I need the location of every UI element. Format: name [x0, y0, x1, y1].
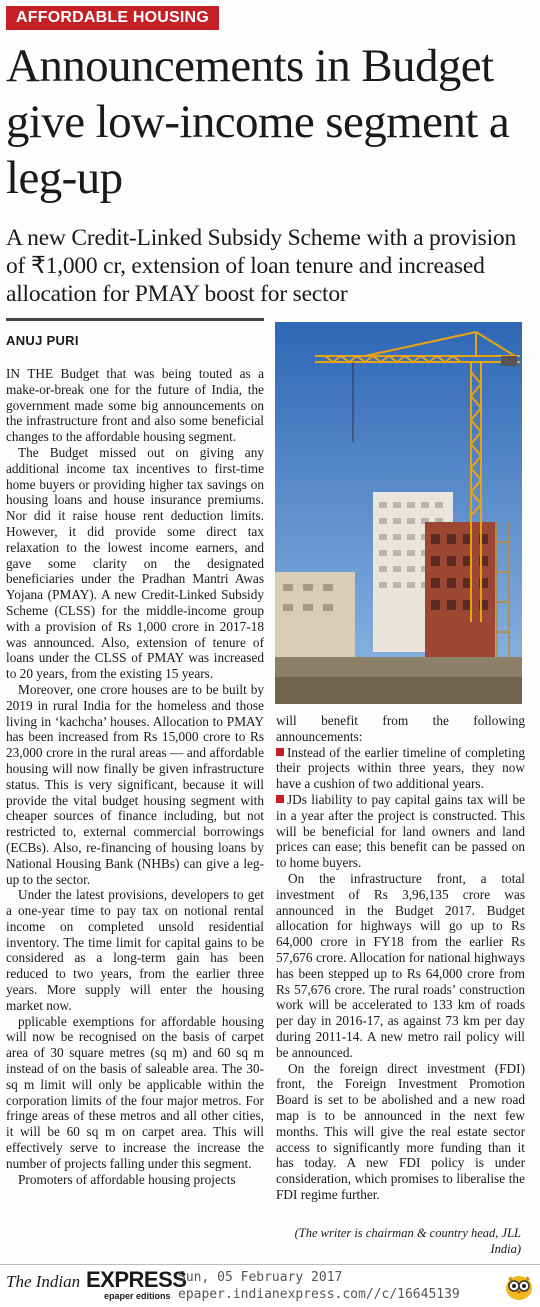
byline-rule: [6, 318, 264, 321]
article-column-1: [6, 366, 264, 1187]
owl-icon: [503, 1270, 535, 1307]
byline: ANUJ PURI: [6, 333, 79, 348]
paragraph: Moreover, one crore houses are to be built by 2019 in rural India for the homeless and those living in ‘kachcha’ houses. Allocation to PMAY has been increased from Rs 15,000 crore to Rs 23,000 crore in the rural areas — and affordable housing will now finally be given infrastructure status. This is very significant, because it will provide the vital budget housing segment with cheaper sources of finance including, but not restricted to, external commercial borrowings (ECBs). Also, re-financing of housing loans by National Housing Bank (NHBs) can give a leg-up to the sector.: [6, 681, 264, 887]
edition-date: Sun, 05 February 2017: [178, 1270, 343, 1285]
headline: Announcements in Budget give low-income segment a leg-up: [6, 40, 510, 204]
deck: A new Credit-Linked Subsidy Scheme with a provision of ₹1,000 cr, extension of loan tenure and increased allocation for PMAY boost for sector: [6, 225, 517, 307]
author-credit: (The writer is chairman & country head, JLL India): [294, 1226, 521, 1256]
bullet-square-icon: [276, 748, 284, 756]
bullet-item: JDs liability to pay capital gains tax will be in a year after the project is constructed. This will be beneficial for land owners and land prices can ease; this benefit can be passed on to home buyers.: [276, 791, 525, 871]
construction-photo: [275, 322, 522, 704]
paragraph: will benefit from the following announcements:: [276, 713, 525, 744]
section-kicker: AFFORDABLE HOUSING: [6, 6, 219, 30]
paragraph: Promoters of affordable housing projects: [18, 1171, 236, 1187]
paragraph: Under the latest provisions, developers to get a one-year time to pay tax on notional rental income on completed unsold residential inventory. The time limit for capital gains to be considered as a long-term gain has been reduced to two years, from the earlier three years. More supply will enter the housing market now.: [6, 887, 264, 1013]
logo-the-indian: The Indian: [6, 1272, 81, 1291]
logo-express: EXPRESS: [86, 1267, 187, 1292]
paragraph: IN THE Budget that was being touted as a make-or-break one for the future of India, the government made some big announcements on the infrastructure front and also some beneficial changes to the affordable housing segment.: [6, 366, 264, 445]
epaper-url[interactable]: epaper.indianexpress.com//c/16645139: [178, 1287, 460, 1302]
paragraph: On the foreign direct investment (FDI) front, the Foreign Investment Promotion Board is set to be abolished and a new road map is to be announced in the next few months. This will give the real estate sector access to significantly more funding than it has today. A new FDI policy is under consideration, which promises to liberalise the FDI regime further.: [276, 1060, 525, 1202]
epaper-footer: [0, 1264, 540, 1307]
paragraph: pplicable exemptions for affordable housing will now be recognised on the basis of carpet area of 30 square metres (sq m) and 60 sq m instead of on the basis of saleable area. The 30-sq m limit will only be applicable within the corporation limits of the four major metros. For fringe areas of these metros and all other cities, it will be 60 sq m on carpet area. This will effectively serve to increase the increase the number of projects falling under this segment.: [6, 1013, 264, 1171]
paragraph: On the infrastructure front, a total investment of Rs 3,96,135 crore was announced in the Budget 2017. Budget allocation for highways will go up to Rs 64,000 crore in FY18 from the earlier Rs 57,676 crore. Allocation for national highways has been stepped up to Rs 64,000 crore from Rs 57,676 crore. The rural roads’ construction work will be accelerated to 133 km of roads per day in 2016-17, as against 73 km per day during 2011-14. A new metro rail policy will be announced.: [276, 870, 525, 1060]
paragraph: The Budget missed out on giving any additional income tax incentives to first-time home buyers or providing higher tax savings on housing loans and house insurance premiums. Nor did it raise house rent deduction limits. However, it did provide some direct tax relaxation to the lowest income earners, and gave some clarity on the designated beneficiaries under the Pradhan Mantri Awas Yojana (PMAY). A new Credit-Linked Subsidy Scheme (CLSS) for the middle-income group with a provision of Rs 1,000 crore in 2017-18 was announced. Also, extension of tenure of loans under the CLSS of PMAY was increased to 20 years, from the existing 15 years.: [6, 444, 264, 682]
article-column-2: [276, 713, 525, 1203]
bullet-item: Instead of the earlier timeline of completing their projects within three years, they now have a cushion of two additional years.: [276, 744, 525, 792]
bullet-square-icon: [276, 795, 284, 803]
logo-subtitle: epaper editions: [104, 1291, 171, 1301]
